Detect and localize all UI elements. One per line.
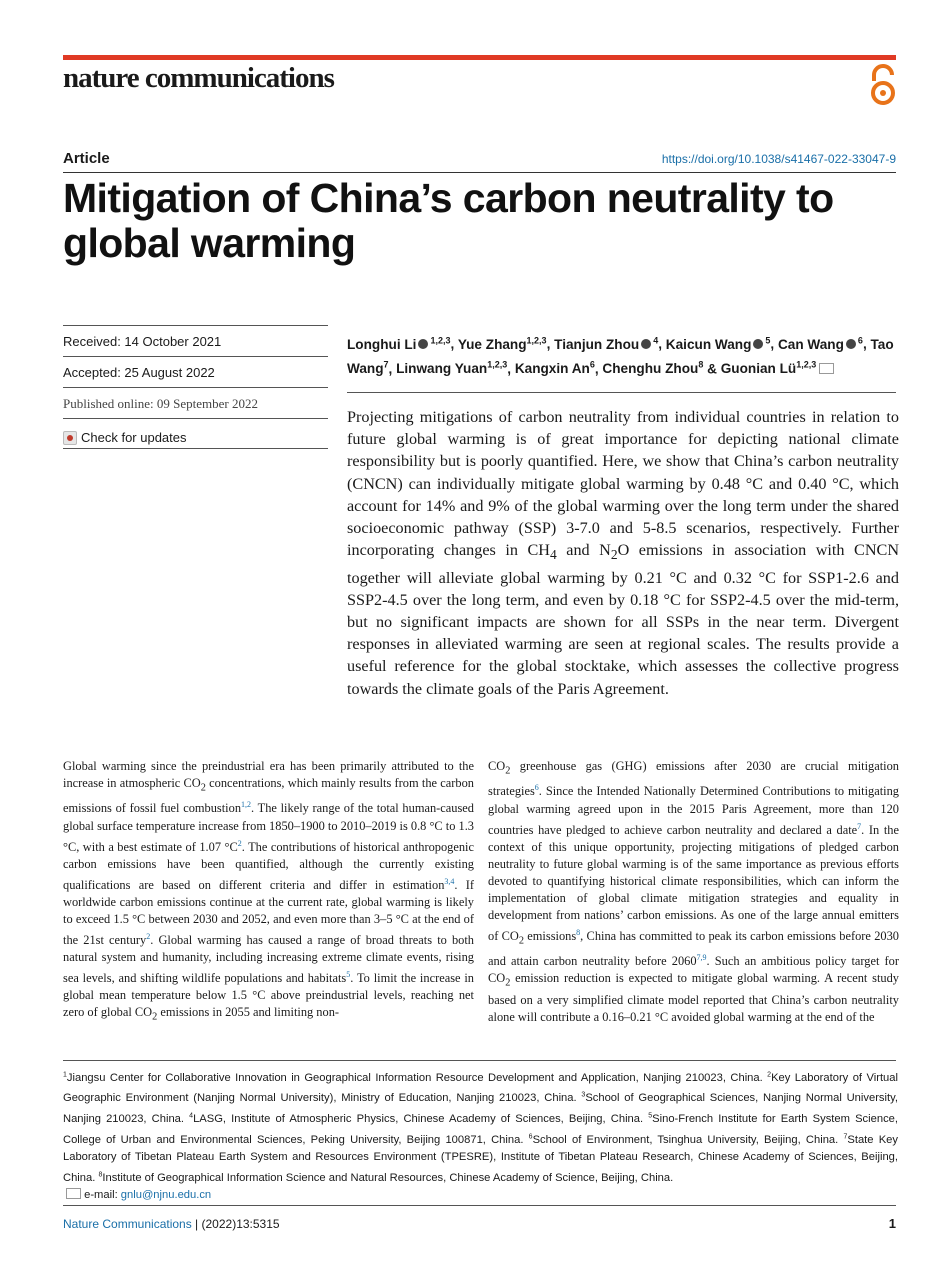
body-run: 8 — [576, 927, 581, 937]
orcid-icon[interactable] — [846, 339, 856, 349]
body-run: 3,4 — [444, 876, 455, 886]
footer-citation — [63, 1217, 280, 1231]
body-run: . Global warming has caused a range of broad threats to both natural system and humanity, including increasing extreme climate events, rising sea levels, and shifting wildlife populations and habitats — [63, 932, 474, 986]
author-affiliation-ref: 1,2,3 — [487, 359, 508, 370]
body-run: 2 — [518, 935, 524, 947]
body-run: 7 — [857, 821, 862, 831]
affiliation-run: 2 — [767, 1071, 772, 1078]
body-run: 2 — [505, 977, 511, 989]
body-run: emissions in 2055 and limiting non- — [157, 1005, 340, 1020]
author-name: Chenghu Zhou — [602, 361, 699, 377]
affiliation-run: School of Geographical Sciences, Nanjing Normal University, Nanjing 210023, China. — [63, 1092, 898, 1126]
body-run: . To limit the increase in global mean temperature below 1.5 °C above preindustrial levels, reaching net zero of global CO — [63, 971, 474, 1020]
author[interactable] — [396, 361, 507, 376]
body-run: CO — [488, 759, 506, 773]
abstract-run: 2 — [610, 547, 618, 563]
body-run: . Since the Intended Nationally Determined Contributions to mitigating global warming agreed upon in the 2015 Paris Agreement, more than 120 countries have pledged to achieve carbon neutrality and declared a date — [488, 784, 899, 837]
author-affiliation-ref: 5 — [765, 335, 771, 345]
author-affiliation-ref: 4 — [653, 335, 659, 345]
affiliation-run: 5 — [648, 1112, 653, 1120]
affiliation-run: 1 — [63, 1071, 67, 1078]
body-run: . The likely range of the total human-caused global surface temperature increase from 1850–1900 to 2010–2019 is 0.8 °C to 1.3 °C, with a best estimate of 1.07 °C — [63, 801, 474, 854]
affiliations-divider — [63, 1060, 896, 1061]
body-run: . Such an ambitious policy target for CO — [488, 954, 899, 986]
body-run: , China has committed to peak its carbon emissions before 2030 and attain carbon neutrality before 2060 — [488, 928, 899, 969]
author-name: Tianjun Zhou — [554, 336, 640, 352]
affiliation-run: LASG, Institute of Atmospheric Physics, Chinese Academy of Sciences, Beijing, China. — [193, 1113, 649, 1126]
body-run: 5 — [346, 969, 351, 979]
header-accent-bar — [63, 55, 896, 60]
author-name: Kaicun Wang — [665, 336, 752, 352]
affiliation-run: Sino-French Institute for Earth System Science, College of Urban and Environmental Sciences, Peking University, Beijing 100871, China. — [63, 1113, 898, 1146]
author-affiliation-ref: 1,2,3 — [430, 335, 451, 345]
author[interactable] — [347, 337, 451, 352]
orcid-icon[interactable] — [418, 339, 428, 349]
author-name: Guonian Lü — [720, 361, 797, 377]
author-affiliation-ref: 8 — [698, 359, 704, 370]
author-name: Can Wang — [777, 336, 844, 352]
check-updates-icon — [63, 431, 77, 445]
author-list: Longhui Li $^{1,2,3}$, Yue Zhang$^{1,2,3}$, Tianjun Zhou $^4$, Kaicun Wang $^5$, Can Wang $^6$, Tao Wang$^7$, Linwang Yuan$^{1,2,3}$, Kangxin An$^6$, Chenghu Zhou$^8$ & Guonian Lü$^{1,2,3}$ — [347, 335, 894, 377]
abstract-run: 4 — [549, 547, 557, 563]
affiliation-run: Jiangsu Center for Collaborative Innovation in Geographical Information Resource Development and Application, Nanjing 210023, China. — [66, 1071, 768, 1084]
author-name: Kangxin An — [514, 361, 590, 377]
published-date: Published online: 09 September 2022 — [63, 387, 328, 418]
body-run: 2 — [237, 838, 242, 848]
email-label: e-mail: — [84, 1188, 121, 1201]
affiliation-run: 8 — [98, 1170, 103, 1178]
body-run: Global warming since the preindustrial era has been primarily attributed to the increase in atmospheric CO — [63, 759, 474, 790]
check-updates-label: Check for updates — [81, 430, 187, 445]
body-run: . The contributions of historical anthropogenic carbon emissions have been quantified, although the currently existing qualifications are based on different criteria and differ in estimation — [63, 839, 475, 892]
abstract-run: O emissions in association with CNCN together will alleviate global warming by 0.21 °C and 0.32 °C for SSP1-2.6 and SSP2-4.5 over the long term, and even by 0.18 °C for SSP2-4.5 over the mid-term, but no significant impacts are shown for all SSPs in the near term. Divergent responses in alleviated warming are seen at regional scales. The results provide a useful reference for the global stocktake, which assesses the collective progress towards the climate goals of the Paris Agreement. — [347, 541, 900, 698]
email-link[interactable]: gnlu@njnu.edu.cn — [120, 1188, 212, 1201]
abstract-divider — [347, 392, 896, 393]
accepted-date: Accepted: 25 August 2022 — [63, 356, 328, 387]
journal-name: nature communications — [63, 62, 334, 94]
doi-link[interactable]: https://doi.org/10.1038/s41467-022-33047-9 — [661, 152, 896, 166]
page-number: 1 — [888, 1216, 896, 1231]
affiliation-run: 7 — [843, 1133, 848, 1141]
author[interactable] — [554, 337, 658, 352]
body-column-1 — [63, 758, 474, 1026]
received-date: Received: 14 October 2021 — [63, 325, 328, 356]
body-run: emissions — [524, 928, 577, 943]
author-name: Longhui Li — [347, 336, 417, 352]
author-affiliation-ref: 1,2,3 — [796, 359, 817, 370]
author[interactable] — [515, 361, 595, 376]
article-meta — [63, 325, 328, 449]
author[interactable] — [778, 337, 863, 352]
author[interactable] — [602, 361, 703, 376]
abstract-run: Projecting mitigations of carbon neutrality from individual countries in relation to future global warming is of great importance for depicting national climate responsibility but is poorly quantified. Here, we show that China’s carbon neutrality (CNCN) can individually mitigate global warming by 0.48 °C and 0.40 °C, which account for 14% and 9% of the global warming over the long term under the shared socioeconomic pathway (SSP) 3-7.0 and 5-8.5 scenarios, respectively. Further incorporating changes in CH — [347, 408, 899, 560]
body-run: concentrations, which mainly results from the carbon emissions of fossil fuel combustion — [63, 776, 474, 816]
abstract — [347, 406, 899, 700]
orcid-icon[interactable] — [641, 339, 651, 349]
affiliations — [63, 1066, 898, 1204]
affiliation-run: Key Laboratory of Virtual Geographic Environment (Nanjing Normal University), Ministry of Education, Nanjing 210023, China. — [63, 1071, 898, 1105]
open-access-icon — [867, 64, 899, 106]
body-run: 2 — [200, 782, 206, 794]
affiliation-run: School of Environment, Tsinghua University, Beijing, China. — [532, 1133, 844, 1146]
author-name: Tao Wang — [347, 336, 894, 377]
article-type-label: Article — [63, 150, 110, 167]
author[interactable] — [721, 361, 817, 376]
body-run: 2 — [146, 931, 151, 941]
body-run: emission reduction is expected to mitigate global warming. A recent study based on a very simplified climate model reported that China’s carbon neutrality alone will contribute a 0.16–0.21 °C avoided global warming at the end of the — [488, 971, 899, 1024]
body-run: greenhouse gas (GHG) emissions after 2030 are crucial mitigation strategies — [488, 759, 899, 799]
body-run: 1,2 — [241, 800, 252, 810]
affiliation-run: State Key Laboratory of Tibetan Plateau Earth System and Resources Environment (TPESRE), Institute of Tibetan Plateau Research, Chinese Academy of Sciences, Beijing, China. — [63, 1133, 898, 1184]
orcid-icon[interactable] — [753, 339, 763, 349]
check-for-updates-button[interactable] — [63, 418, 328, 449]
body-column-2 — [488, 758, 899, 1026]
footer-volume: | (2022)13:5315 — [191, 1217, 280, 1231]
body-run: . In the context of this unique opportunity, projecting mitigations of pledged carbon neutrality to future global warming is of the same importance as previous efforts devoted to quantifying historical climate responsibilities, which can inform the implementation of global climate mitigation strategies and equality in development from nations’ carbon emissions. As one of the large annual emitters of CO — [488, 822, 899, 943]
footer-journal[interactable]: Nature Communications — [63, 1217, 192, 1231]
author[interactable] — [458, 337, 547, 352]
body-run: 2 — [152, 1011, 158, 1023]
footer-divider — [63, 1205, 896, 1206]
author-name: Linwang Yuan — [396, 361, 488, 377]
body-run: . If worldwide carbon emissions continue at the current rate, global warming is likely to exceed 1.5 °C between 2030 and 2052, and even more than 3–5 °C at the end of the 21st century — [63, 877, 474, 947]
article-title: Mitigation of China’s carbon neutrality to global warming — [63, 175, 834, 266]
author-affiliation-ref: 6 — [589, 359, 595, 370]
affiliation-run: Institute of Geographical Information Science and Natural Resources, Chinese Academy of Science, Beijing, China. — [102, 1171, 674, 1184]
body-run: 2 — [505, 765, 511, 777]
affiliation-run: 3 — [581, 1091, 586, 1099]
author[interactable] — [666, 337, 771, 352]
body-run: 7,9 — [696, 953, 707, 963]
author-affiliation-ref: 6 — [857, 335, 863, 345]
title-divider — [63, 172, 896, 173]
author-affiliation-ref: 7 — [383, 359, 389, 370]
corresponding-author-mail-icon[interactable] — [819, 363, 834, 374]
affiliation-run: 4 — [189, 1112, 194, 1120]
body-run: 6 — [534, 783, 539, 793]
email-icon — [66, 1188, 81, 1199]
author-name: Yue Zhang — [457, 336, 527, 352]
abstract-run: and N — [556, 541, 611, 560]
author-affiliation-ref: 1,2,3 — [526, 335, 547, 345]
affiliation-run: 6 — [528, 1133, 533, 1141]
